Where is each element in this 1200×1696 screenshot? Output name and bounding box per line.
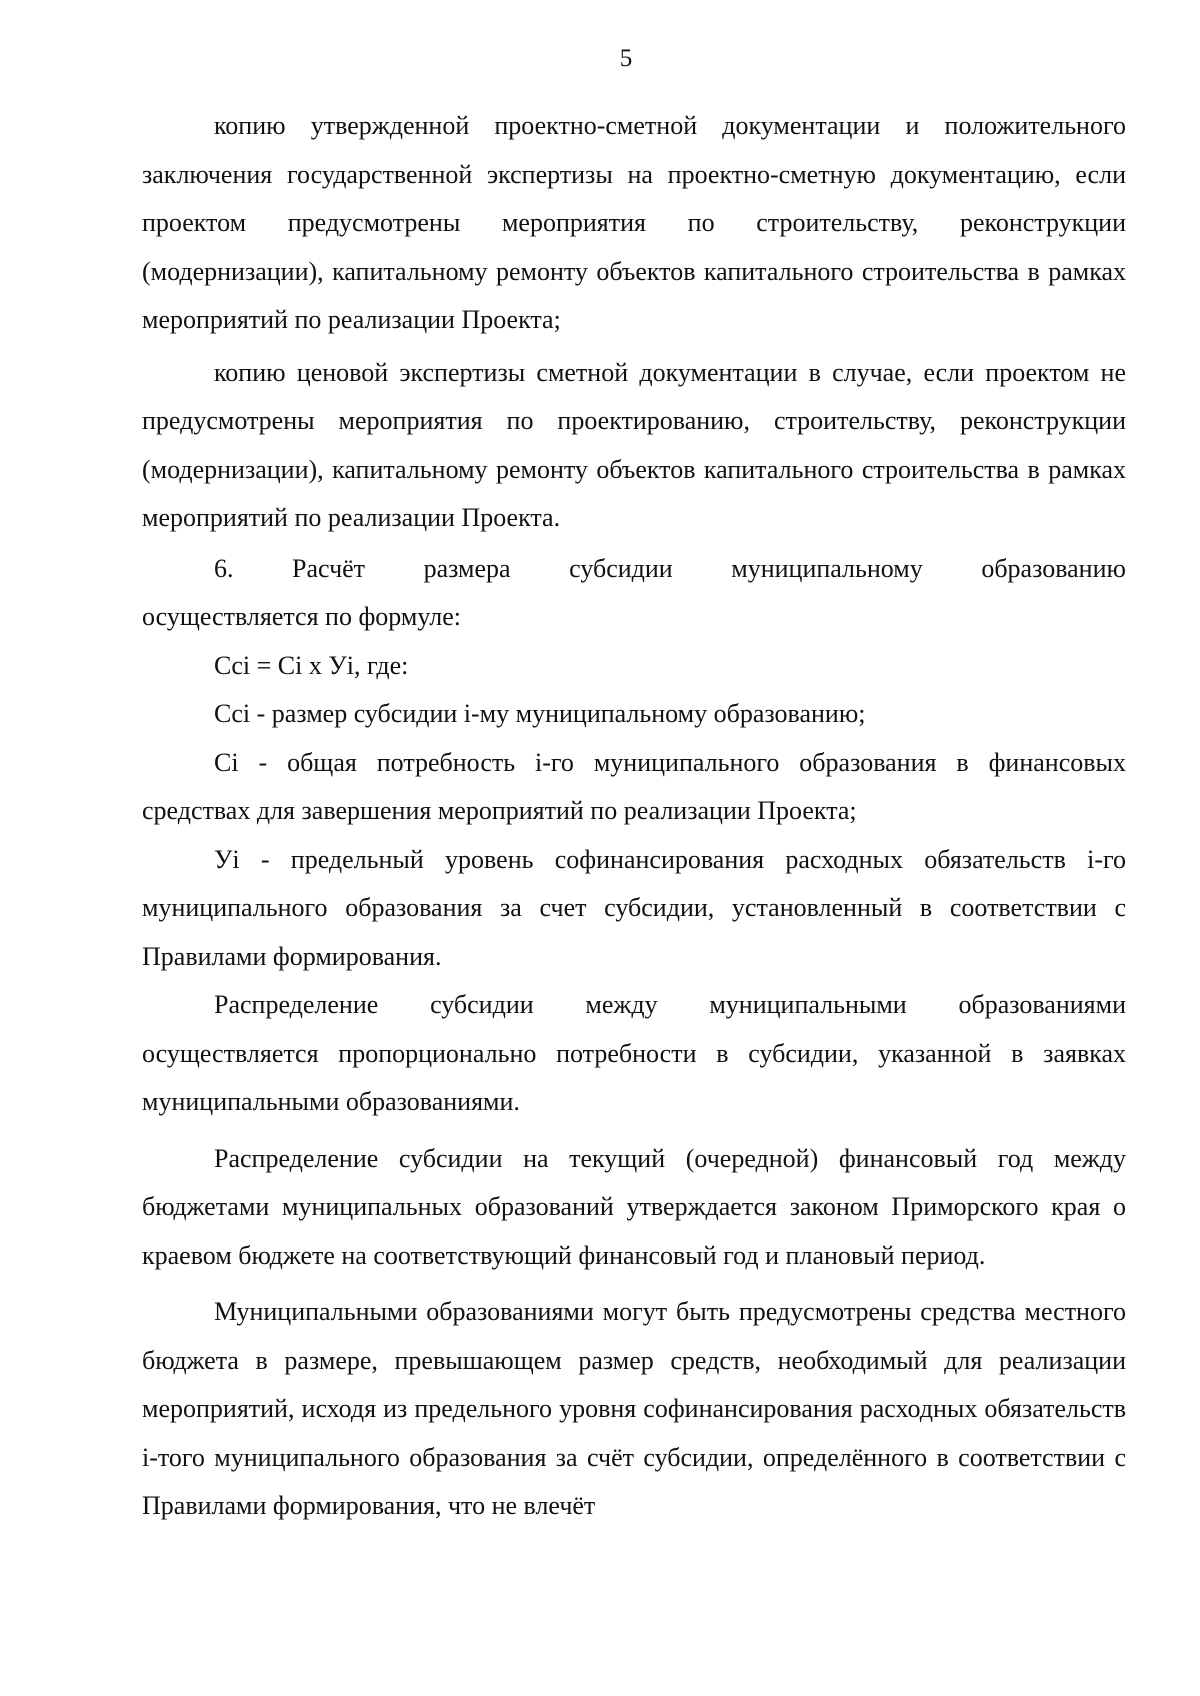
item-6-word: образованию — [981, 553, 1126, 583]
distribution-word: Распределение — [214, 990, 379, 1019]
distribution-first-line — [142, 981, 1126, 1030]
paragraph-budget-law: Распределение субсидии на текущий (очередной) финансовый год между бюджетами муниципальных образований утверждается законом Приморского края о краевом бюджете на соответствующий финансовый год и плановый период. — [142, 1143, 1126, 1270]
item-6-continuation: осуществляется по формуле: — [142, 602, 461, 631]
definition-cci: Сci - размер субсидии i-му муниципальному образованию; — [214, 699, 866, 728]
item-6-word: муниципальному — [731, 553, 923, 583]
paragraph-local-budget: Муниципальными образованиями могут быть предусмотрены средства местного бюджета в размере, превышающем размер средств, необходимый для реализации мероприятий, исходя из предельного уровня софинансирования расходных обязательств i-того муниципального образования за счёт субсидии, определённого в соответствии с Правилами формирования, что не влечёт — [142, 1297, 1126, 1520]
definition-ci: Сi - общая потребность i-го муниципального образования в финансовых средствах для завершения мероприятий по реализации Проекта; — [142, 747, 1126, 825]
item-6-word: Расчёт — [292, 553, 366, 583]
item-6-word: субсидии — [569, 553, 673, 583]
document-body — [142, 102, 1126, 1531]
page-number: 5 — [619, 45, 633, 72]
item-6-number: 6. — [214, 553, 234, 583]
distribution-continuation: осуществляется пропорционально потребности в субсидии, указанной в заявках муниципальными образованиями. — [142, 1038, 1126, 1116]
item-6-word: размера — [423, 553, 511, 583]
distribution-word: субсидии — [430, 990, 534, 1019]
paragraph-price-expertise: копию ценовой экспертизы сметной документации в случае, если проектом не предусмотрены мероприятия по проектированию, строительству, реконструкции (модернизации), капитальному ремонту объектов капитального строительства в рамках мероприятий по реализации Проекта. — [142, 357, 1126, 532]
distribution-word: муниципальными — [709, 990, 907, 1019]
distribution-word: между — [585, 990, 658, 1019]
paragraph-project-docs: копию утвержденной проектно-сметной документации и положительного заключения государственной экспертизы на проектно-сметную документацию, если проектом предусмотрены мероприятия по строительству, реконструкции (модернизации), капитальному ремонту объектов капитального строительства в рамках мероприятий по реализации Проекта; — [142, 111, 1126, 334]
definition-ui: Уi - предельный уровень софинансирования расходных обязательств i-го муниципального образования за счет субсидии, установленный в соответствии с Правилами формирования. — [142, 844, 1126, 971]
item-6-first-line — [142, 545, 1126, 594]
formula: Сci = Сi х Уi, где: — [214, 650, 409, 680]
distribution-word: образованиями — [958, 990, 1126, 1019]
